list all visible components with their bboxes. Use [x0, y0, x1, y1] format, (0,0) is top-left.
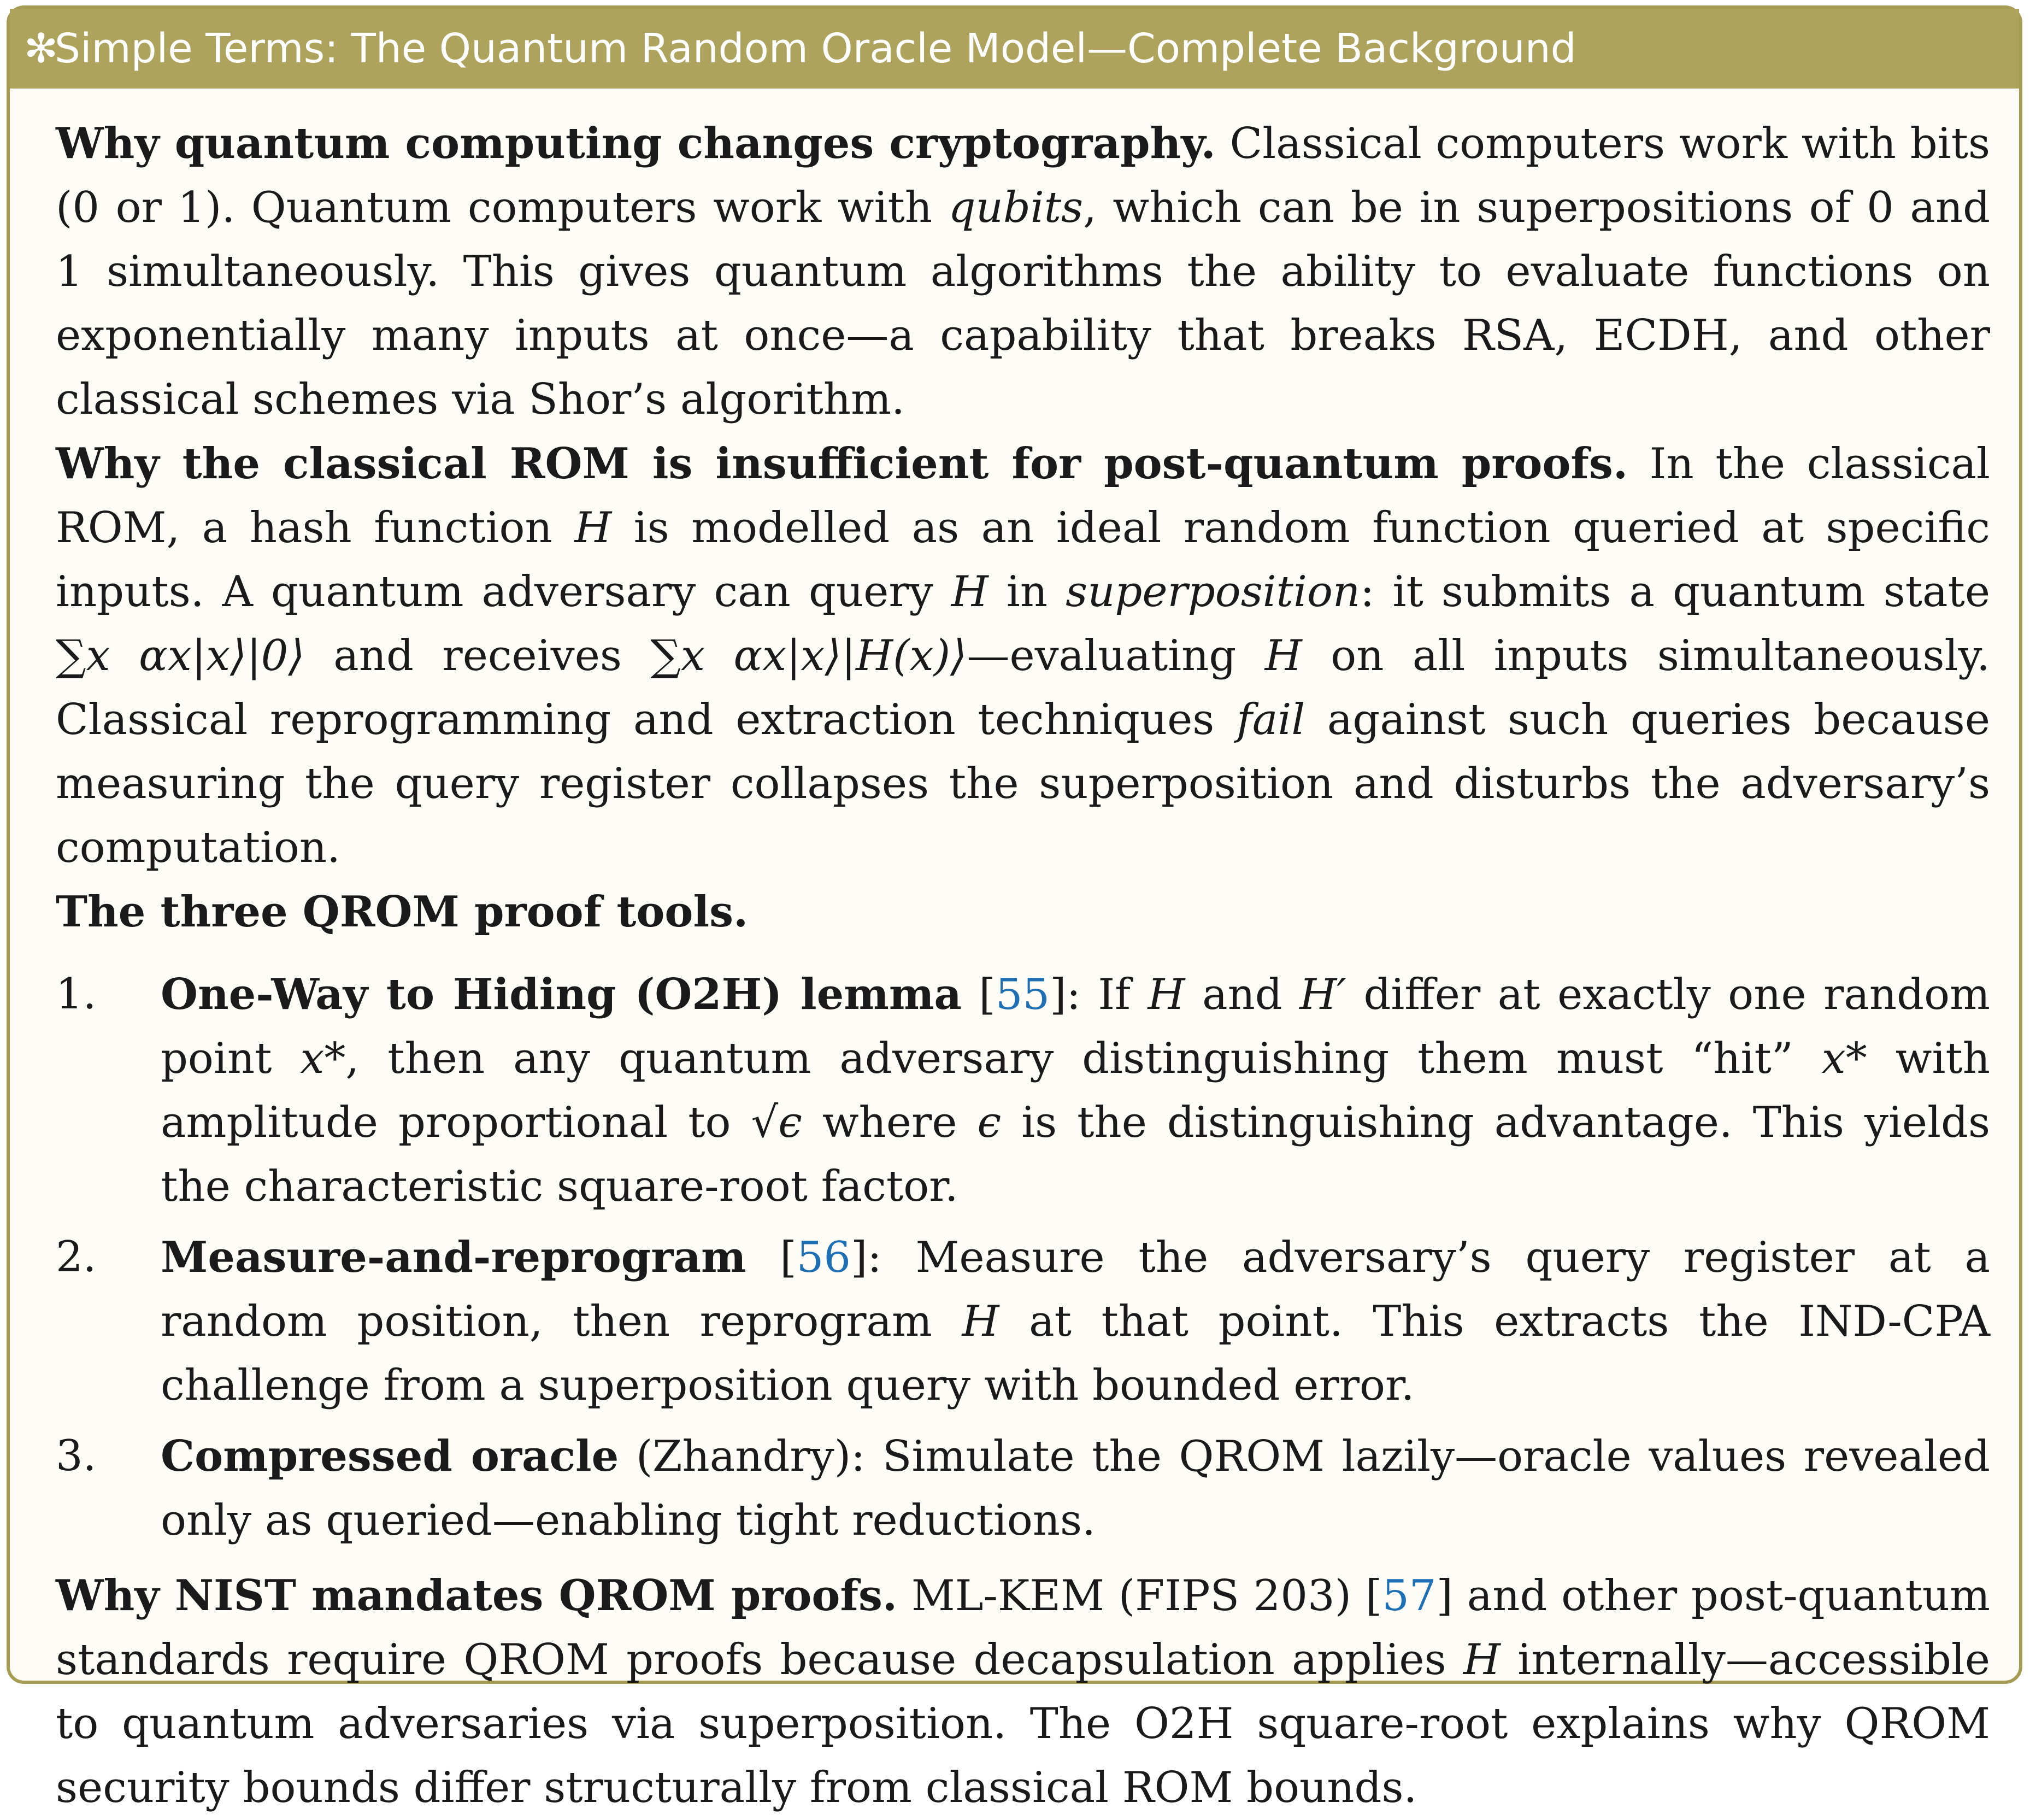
- citation-link[interactable]: 55: [995, 970, 1050, 1019]
- citation-link[interactable]: 56: [796, 1233, 851, 1282]
- text: ] and other post-quantum standards require QROM proofs because decapsulation applies: [56, 1571, 1990, 1684]
- text: , then any quantum adversary distinguishing them must “hit”: [345, 1034, 1822, 1083]
- text: on all inputs simultaneously. Classical reprogramming and extraction techniques: [56, 631, 1990, 744]
- text: ML-KEM (FIPS 203) [: [897, 1571, 1382, 1621]
- math-state-output: ∑x αx|x⟩|H(x)⟩: [650, 631, 967, 680]
- list-item: [56, 1424, 1990, 1553]
- box-header: [10, 9, 2019, 89]
- text: and receives: [304, 631, 651, 680]
- emphasis-superposition: superposition: [1066, 567, 1361, 617]
- math-h: H: [962, 1297, 999, 1346]
- list-number: 1.: [56, 970, 97, 1019]
- list-item: [56, 962, 1990, 1219]
- text: : Measure the adversary’s query register at a random position, then reprogram: [161, 1233, 1990, 1346]
- math-h-prime: H′: [1299, 970, 1346, 1019]
- item-title: One-Way to Hiding (O2H) lemma: [161, 970, 962, 1019]
- math-x-star: x*: [1821, 1034, 1867, 1083]
- text: , which can be in superpositions of 0 and 1 simultaneously. This gives quantum algorithms the ability to evaluate functions on exponentially many inputs at once—a capability that breaks RSA, ECDH, and other classical schemes via Shor’s algorithm.: [56, 183, 1990, 424]
- math-h: H: [574, 503, 612, 553]
- math-h: H: [1264, 631, 1302, 680]
- text: at that point. This extracts the IND-CPA challenge from a superposition query with bounded error.: [161, 1297, 1991, 1410]
- text: [: [746, 1233, 797, 1282]
- list-item: [56, 1225, 1990, 1418]
- tools-list: [56, 962, 1990, 1553]
- math-h: H: [1148, 970, 1185, 1019]
- heading-rom: Why the classical ROM is insufficient for post-quantum proofs.: [56, 439, 1628, 489]
- simple-terms-box: [7, 5, 2022, 1812]
- text: In the classical ROM, a hash function: [56, 439, 1990, 553]
- text: [: [961, 970, 996, 1019]
- text: Classical computers work with bits (0 or 1). Quantum computers work with: [56, 119, 1990, 232]
- paragraph-nist: [56, 1564, 1990, 1820]
- heading-nist: Why NIST mandates QROM proofs.: [56, 1571, 898, 1621]
- box-title: Simple Terms: The Quantum Random Oracle Model—Complete Background: [55, 25, 1576, 72]
- list-number: 3.: [56, 1431, 97, 1481]
- text: and: [1185, 970, 1300, 1019]
- emphasis-fail: fail: [1237, 695, 1305, 744]
- text: internally—accessible to quantum adversaries via superposition. The O2H square-root explains why QROM security bounds differ structurally from classical ROM bounds.: [56, 1635, 1990, 1812]
- math-epsilon: ϵ: [977, 1098, 1002, 1147]
- text: : it submits a quantum state: [1360, 567, 1990, 617]
- text: where: [802, 1098, 978, 1147]
- heading-tools: [56, 880, 1990, 944]
- heading-quantum: Why quantum computing changes cryptography.: [56, 119, 1216, 168]
- paragraph-rom: [56, 432, 1990, 880]
- citation-link[interactable]: 57: [1382, 1571, 1437, 1621]
- math-x-star: x*: [300, 1034, 346, 1083]
- math-h: H: [1463, 1635, 1501, 1684]
- asterisk-icon: ✻: [24, 25, 58, 72]
- list-number: 2.: [56, 1232, 97, 1282]
- text: against such queries because measuring the query register collapses the superposition and disturbs the adversary’s computation.: [56, 695, 1990, 872]
- heading-tools-text: The three QROM proof tools.: [56, 887, 749, 937]
- text: differ at exactly one random point: [161, 970, 1991, 1083]
- item-title: Compressed oracle: [161, 1431, 619, 1481]
- text: is modelled as an ideal random function queried at specific inputs. A quantum adversary can query: [56, 503, 1990, 617]
- math-sqrt-epsilon: √ϵ: [751, 1098, 802, 1147]
- math-state-input: ∑x αx|x⟩|0⟩: [56, 631, 305, 680]
- box-content: [56, 111, 1990, 1820]
- math-h: H: [951, 567, 988, 617]
- paragraph-quantum: [56, 111, 1990, 432]
- item-title: Measure-and-reprogram: [161, 1232, 746, 1282]
- text: ]: [1050, 970, 1067, 1019]
- text: with amplitude proportional to: [161, 1034, 1991, 1147]
- text: (Zhandry): Simulate the QROM lazily—oracle values revealed only as queried—enabling tight reductions.: [161, 1432, 1990, 1545]
- text: is the distinguishing advantage. This yields the characteristic square-root factor.: [161, 1098, 1990, 1211]
- text: in: [988, 567, 1066, 617]
- text: ]: [850, 1233, 868, 1282]
- text: : If: [1066, 970, 1148, 1019]
- text: —evaluating: [967, 631, 1265, 680]
- emphasis-qubits: qubits: [948, 183, 1084, 232]
